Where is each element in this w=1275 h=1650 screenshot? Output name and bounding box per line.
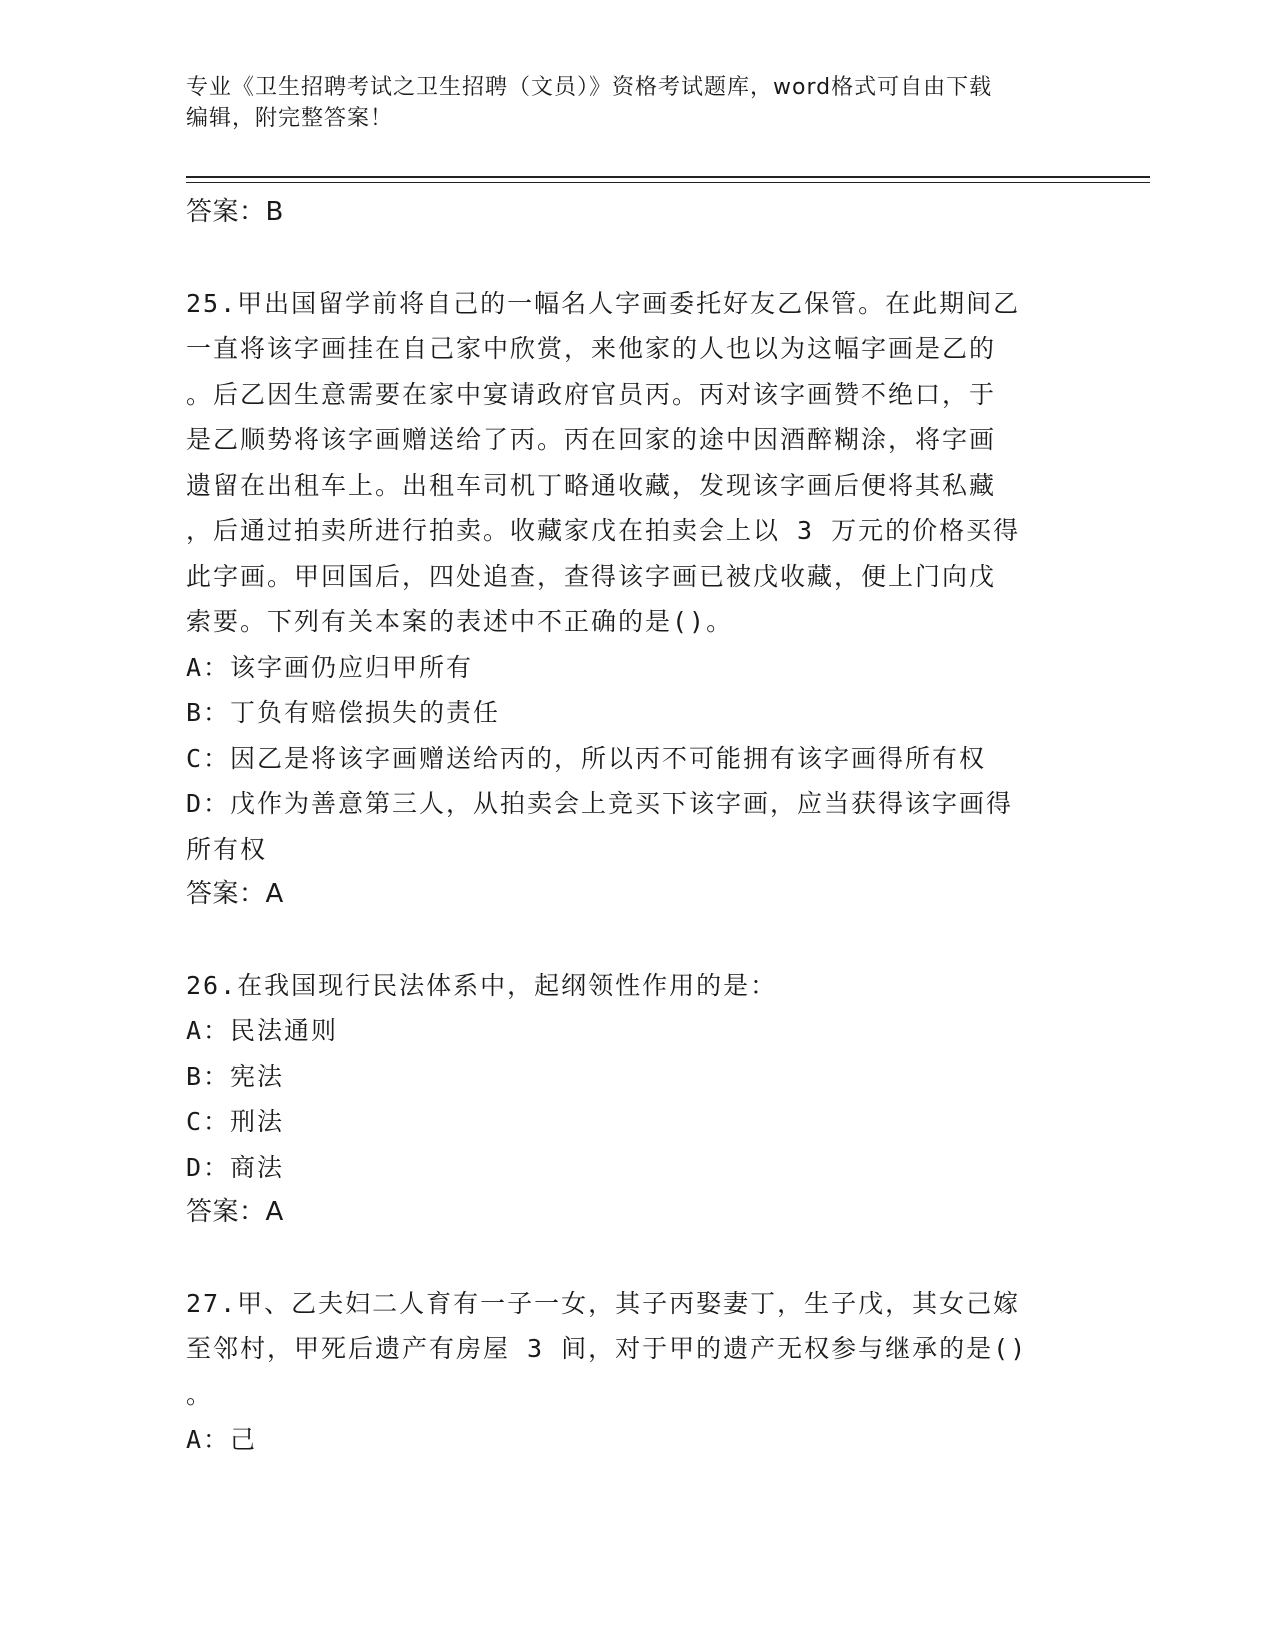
question-27-option-a: A：己 <box>186 1425 258 1454</box>
header-line-2: 编辑，附完整答案！ <box>186 106 394 131</box>
question-25-option-d-cont: 所有权 <box>186 834 268 864</box>
question-25-option-d: D：戊作为善意第三人，从拍卖会上竞买下该字画，应当获得该字画得 <box>186 789 1014 818</box>
question-26-stem: 26.在我国现行民法体系中，起纲领性作用的是： <box>186 970 778 1000</box>
question-25-line: 此字画。甲回国后，四处追查，查得该字画已被戊收藏，便上门向戊 <box>186 561 997 591</box>
question-26-option-a: A：民法通则 <box>186 1016 339 1045</box>
previous-answer: 答案：B <box>186 197 284 227</box>
question-26-option-c: C：刑法 <box>186 1107 285 1136</box>
question-26-answer: 答案：A <box>186 1197 284 1227</box>
question-25-line: 索要。下列有关本案的表述中不正确的是()。 <box>186 607 734 636</box>
question-25-option-a: A：该字画仍应归甲所有 <box>186 652 474 682</box>
header-divider <box>186 176 1150 178</box>
question-25-option-b: B：丁负有赔偿损失的责任 <box>186 698 501 727</box>
question-25-option-c: C：因乙是将该字画赠送给丙的，所以丙不可能拥有该字画得所有权 <box>186 743 987 773</box>
question-content <box>186 190 1086 1463</box>
question-25-line: ，后通过拍卖所进行拍卖。收藏家戊在拍卖会上以 3 万元的价格买得 <box>186 516 1021 545</box>
question-25-line: 。后乙因生意需要在家中宴请政府官员丙。丙对该字画赞不绝口，于 <box>186 379 997 409</box>
question-25 <box>186 281 1086 918</box>
question-25-line: 一直将该字画挂在自己家中欣赏，来他家的人也以为这幅字画是乙的 <box>186 334 997 363</box>
question-26-option-b: B：宪法 <box>186 1061 285 1091</box>
question-25-line: 25.甲出国留学前将自己的一幅名人字画委托好友乙保管。在此期间乙 <box>186 288 1021 318</box>
page-header <box>186 72 1066 134</box>
header-line-1: 专业《卫生招聘考试之卫生招聘（文员）》资格考试题库，word格式可自由下载 <box>186 75 993 100</box>
header-divider-thin <box>186 182 1150 183</box>
question-27-line: 。 <box>186 1379 214 1409</box>
question-25-line: 遗留在出租车上。出租车司机丁略通收藏，发现该字画后便将其私藏 <box>186 470 997 500</box>
question-25-answer: 答案：A <box>186 879 284 909</box>
question-27-line: 27.甲、乙夫妇二人育有一子一女，其子丙娶妻丁，生子戊，其女己嫁 <box>186 1288 1021 1318</box>
question-26-option-d: D：商法 <box>186 1152 285 1182</box>
question-26 <box>186 963 1086 1236</box>
question-25-line: 是乙顺势将该字画赠送给了丙。丙在回家的途中因酒醉糊涂，将字画 <box>186 425 997 454</box>
question-27 <box>186 1281 1086 1463</box>
question-27-line: 至邻村，甲死后遗产有房屋 3 间，对于甲的遗产无权参与继承的是() <box>186 1334 1028 1363</box>
